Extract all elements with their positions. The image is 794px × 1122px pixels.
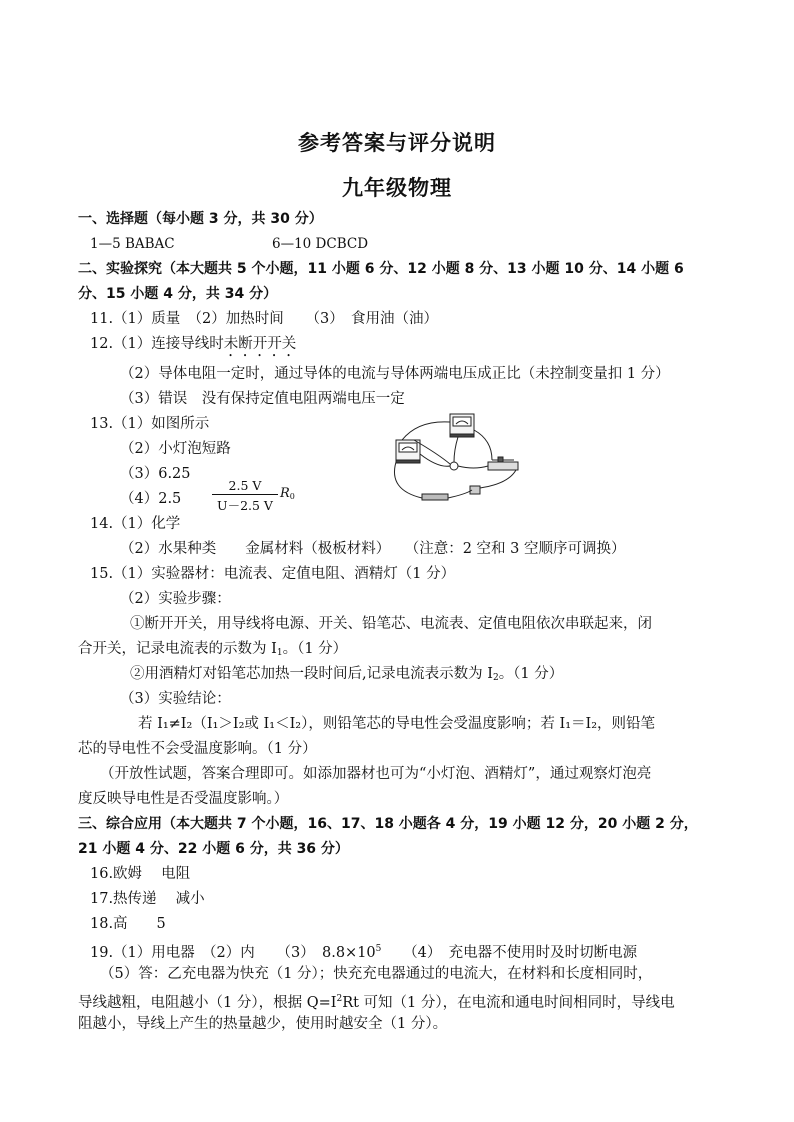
q14-answer-1: 14.（1）化学 bbox=[90, 516, 181, 532]
q15-step2-score: 。（1 分） bbox=[498, 666, 564, 682]
section3-heading-line2: 21 小题 4 分、22 小题 6 分，共 36 分） bbox=[78, 841, 349, 857]
q15-step2-text: ②用酒精灯对铅笔芯加热一段时间后,记录电流表示数为 I bbox=[130, 666, 493, 682]
fraction-numerator: 2.5 V bbox=[212, 478, 278, 495]
q15-step1-line1: ①断开开关，用导线将电源、开关、铅笔芯、电流表、定值电阻依次串联起来，闭 bbox=[130, 616, 652, 632]
q19-answer-5-line2 bbox=[78, 989, 675, 1013]
q15-step2 bbox=[130, 664, 563, 688]
section1-answers-6-10: 6—10 DCBCD bbox=[272, 236, 369, 252]
section3-heading-line1: 三、综合应用（本大题共 7 个小题，16、17、18 小题各 4 分，19 小题 12 分，20 小题 2 分， bbox=[78, 816, 698, 832]
q15-note-line2: 度反映导电性是否受温度影响。） bbox=[78, 791, 289, 807]
q11-answer: 11.（1）质量 （2）加热时间 （3） 食用油（油） bbox=[90, 311, 438, 327]
q15-answer-2: （2）实验步骤： bbox=[120, 591, 231, 607]
q19-answer-1-text: 19.（1）用电器 （2）内 （3） 8.8×10 bbox=[90, 945, 376, 961]
fraction-denominator: U－2.5 V bbox=[217, 498, 273, 513]
q19-answer-5-line3: 阻越小，导线上产生的热量越少，使用时越安全（1 分）。 bbox=[78, 1016, 448, 1032]
q15-step1-text: 合开关，记录电流表的示数为 I bbox=[78, 641, 277, 657]
q16-answer: 16.欧姆 电阻 bbox=[90, 866, 191, 882]
circuit-diagram-figure bbox=[388, 410, 524, 506]
q15-answer-3: （3）实验结论： bbox=[120, 691, 231, 707]
page-title: 参考答案与评分说明 bbox=[298, 131, 496, 155]
q19-answer-5-rest: Rt 可知（1 分），在电流和通电时间相同时，导线电 bbox=[342, 995, 675, 1011]
q19-answer-5-exponent: 2 bbox=[336, 994, 343, 1004]
q12-answer-3: （3）错误 没有保持定值电阻两端电压一定 bbox=[120, 391, 405, 407]
q17-answer: 17.热传递 减小 bbox=[90, 891, 205, 907]
q13-answer-3: （3）6.25 bbox=[120, 466, 191, 482]
q13-answer-4: （4）2.5 bbox=[120, 491, 182, 507]
section1-answers-1-5: 1—5 BABAC bbox=[90, 236, 175, 252]
r-subscript: 0 bbox=[289, 492, 295, 501]
q14-answer-2: （2）水果种类 金属材料（极板材料） （注意：2 空和 3 空顺序可调换） bbox=[120, 541, 626, 557]
r-symbol: R bbox=[280, 486, 290, 501]
page-subtitle: 九年级物理 bbox=[342, 176, 452, 200]
q19-answer-5-line1: （5）答：乙充电器为快充（1 分）；快充充电器通过的电流大，在材料和长度相同时， bbox=[100, 966, 653, 982]
q12-answer-1 bbox=[90, 334, 296, 360]
q18-answer: 18.高 5 bbox=[90, 916, 166, 932]
q19-answer-1 bbox=[90, 939, 637, 963]
q19-answer-5-text: 导线越粗，电阻越小（1 分），根据 Q=I bbox=[78, 995, 337, 1011]
q15-step1-sub: 1 bbox=[276, 648, 283, 658]
q15-conclusion-line2: 芯的导电性不会受温度影响。（1 分） bbox=[78, 741, 317, 757]
q13-answer-2: （2）小灯泡短路 bbox=[120, 441, 231, 457]
q15-step2-sub: 2 bbox=[492, 673, 499, 683]
q15-answer-1: 15.（1）实验器材：电流表、定值电阻、酒精灯（1 分） bbox=[90, 566, 456, 582]
q12-answer-2: （2）导体电阻一定时，通过导体的电流与导体两端电压成正比（未控制变量扣 1 分） bbox=[120, 366, 670, 382]
section1-heading: 一、选择题（每小题 3 分，共 30 分） bbox=[78, 211, 323, 227]
q13-formula-fraction bbox=[212, 478, 278, 514]
section2-heading-line1: 二、实验探究（本大题共 5 个小题，11 小题 6 分、12 小题 8 分、13 小题 10 分、14 小题 6 bbox=[78, 261, 684, 277]
section2-heading-line2: 分、15 小题 4 分，共 34 分） bbox=[78, 286, 278, 302]
q13-formula-r0 bbox=[280, 486, 295, 501]
q15-note-line1: （开放性试题，答案合理即可。如添加器材也可为“小灯泡、酒精灯”，通过观察灯泡亮 bbox=[100, 766, 652, 782]
q19-answer-1-exponent: 5 bbox=[375, 944, 382, 954]
q19-answer-1-rest: （4） 充电器不使用时及时切断电源 bbox=[381, 945, 638, 961]
q13-answer-1: 13.（1）如图所示 bbox=[90, 416, 210, 432]
q12-answer-1-prefix: 12.（1）连接导线时 bbox=[90, 336, 224, 352]
q15-step1-score: 。（1 分） bbox=[282, 641, 348, 657]
q12-answer-1-emphasis: 未断开开关 bbox=[223, 336, 297, 352]
q15-conclusion-line1: 若 I₁≠I₂（I₁＞I₂或 I₁＜I₂），则铅笔芯的导电性会受温度影响；若 I₁＝I₂，则铅笔 bbox=[138, 716, 656, 732]
q15-step1-line2 bbox=[78, 639, 347, 663]
